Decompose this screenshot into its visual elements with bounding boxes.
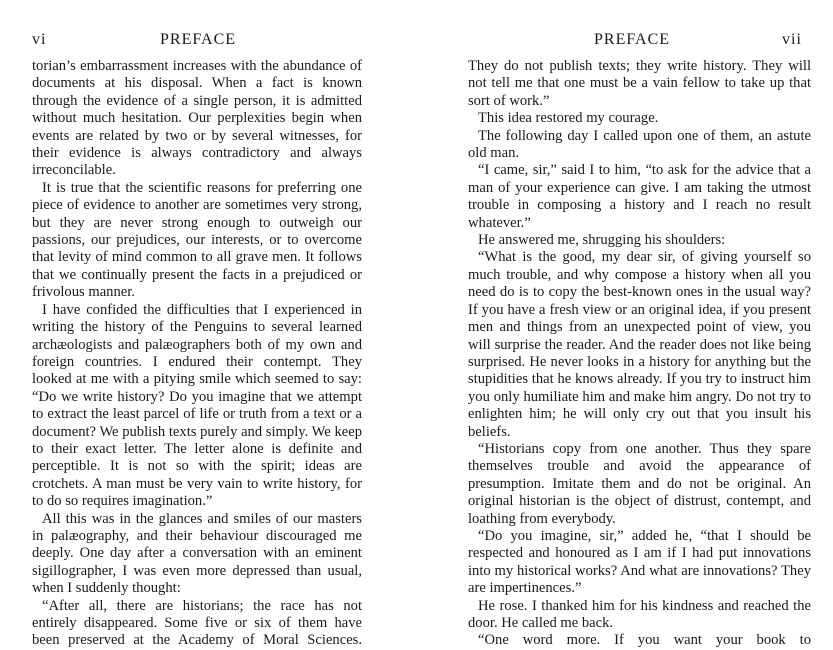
- page-body: [32, 58, 362, 650]
- paragraph: “Do you imagine, sir,” added he, “that I should be respected and honoured as I am if I had put innovations into my historical works? And what are innovations? They are impertinences.”: [468, 527, 811, 597]
- page-body: [468, 58, 811, 650]
- paragraph: He rose. I thanked him for his kindness and reached the door. He called me back.: [468, 597, 811, 631]
- paragraph: It is true that the scientific reasons for preferring one piece of evidence to another are sometimes very strong, but they are never strong enough to outweigh our passions, our prejudices, our interests, or to overcome that levity of mind common to all grave men. It follows that we continually present the facts in a prejudiced or frivolous manner.: [32, 179, 362, 301]
- paragraph: torian’s embarrassment increases with the abundance of documents at his disposal. When a fact is known through the evidence of a single person, it is admitted without much hesitation. Our perplexities begin when events are related by two or by several witnesses, for their evidence is always contradictory and always irreconcilable.: [32, 58, 362, 179]
- paragraph: “Historians copy from one another. Thus they spare themselves trouble and avoid the appearance of presumption. Imitate them and do not be original. An original historian is the object of distrust, contempt, and loathing from everybody.: [468, 440, 811, 527]
- paragraph: “I came, sir,” said I to him, “to ask for the advice that a man of your experience can give. I am taking the utmost trouble in composing a history and I reach no result whatever.”: [468, 162, 811, 231]
- paragraph: All this was in the glances and smiles of our masters in palæography, and their behaviour discouraged me deeply. One day after a conversation with an eminent sigillographer, I was even more depressed than usual, when I suddenly thought:: [32, 510, 362, 597]
- page-number: vi: [32, 31, 47, 48]
- paragraph: “What is the good, my dear sir, of giving yourself so much trouble, and why compose a history when all you need do is to copy the best-known ones in the usual way? If you have a fresh view or an original idea, if you present men and things from an unexpected point of view, you will surprise the reader. And the reader does not like being surprised. He never looks in a history for anything but the stupidities that he knows already. If you try to instruct him you only humiliate him and make him angry. Do not try to enlighten him; he will only cry out that you insult his beliefs.: [468, 249, 811, 440]
- left-page: [0, 0, 416, 649]
- paragraph: This idea restored my courage.: [478, 110, 659, 127]
- paragraph: The following day I called upon one of them, an astute old man.: [468, 127, 811, 162]
- right-page: [416, 0, 833, 649]
- paragraph: “One word more. If you want your book to: [478, 632, 811, 649]
- page-number: vii: [782, 31, 802, 48]
- paragraph: They do not publish texts; they write history. They will not tell me that one must be a vain fellow to take up that sort of work.”: [468, 58, 811, 109]
- paragraph: He answered me, shrugging his shoulders:: [478, 232, 726, 249]
- running-head: PREFACE: [160, 31, 237, 48]
- running-head: PREFACE: [594, 31, 671, 48]
- paragraph: “After all, there are historians; the race has not entirely disappeared. Some five or six of them have been preserved at the Academy of Moral Sciences.: [32, 597, 362, 649]
- paragraph: I have confided the difficulties that I experienced in writing the history of the Penguins to several learned archæologists and palæographers both of my own and foreign countries. I endured their contempt. They looked at me with a pitying smile which seemed to say: “Do we write history? Do you imagine that we attempt to extract the least parcel of life or truth from a text or a document? We publish texts purely and simply. We keep to their exact letter. The letter alone is definite and perceptible. It is not so with the spirit; ideas are crotchets. A man must be very vain to write history, for to do so requires imagination.”: [32, 301, 362, 510]
